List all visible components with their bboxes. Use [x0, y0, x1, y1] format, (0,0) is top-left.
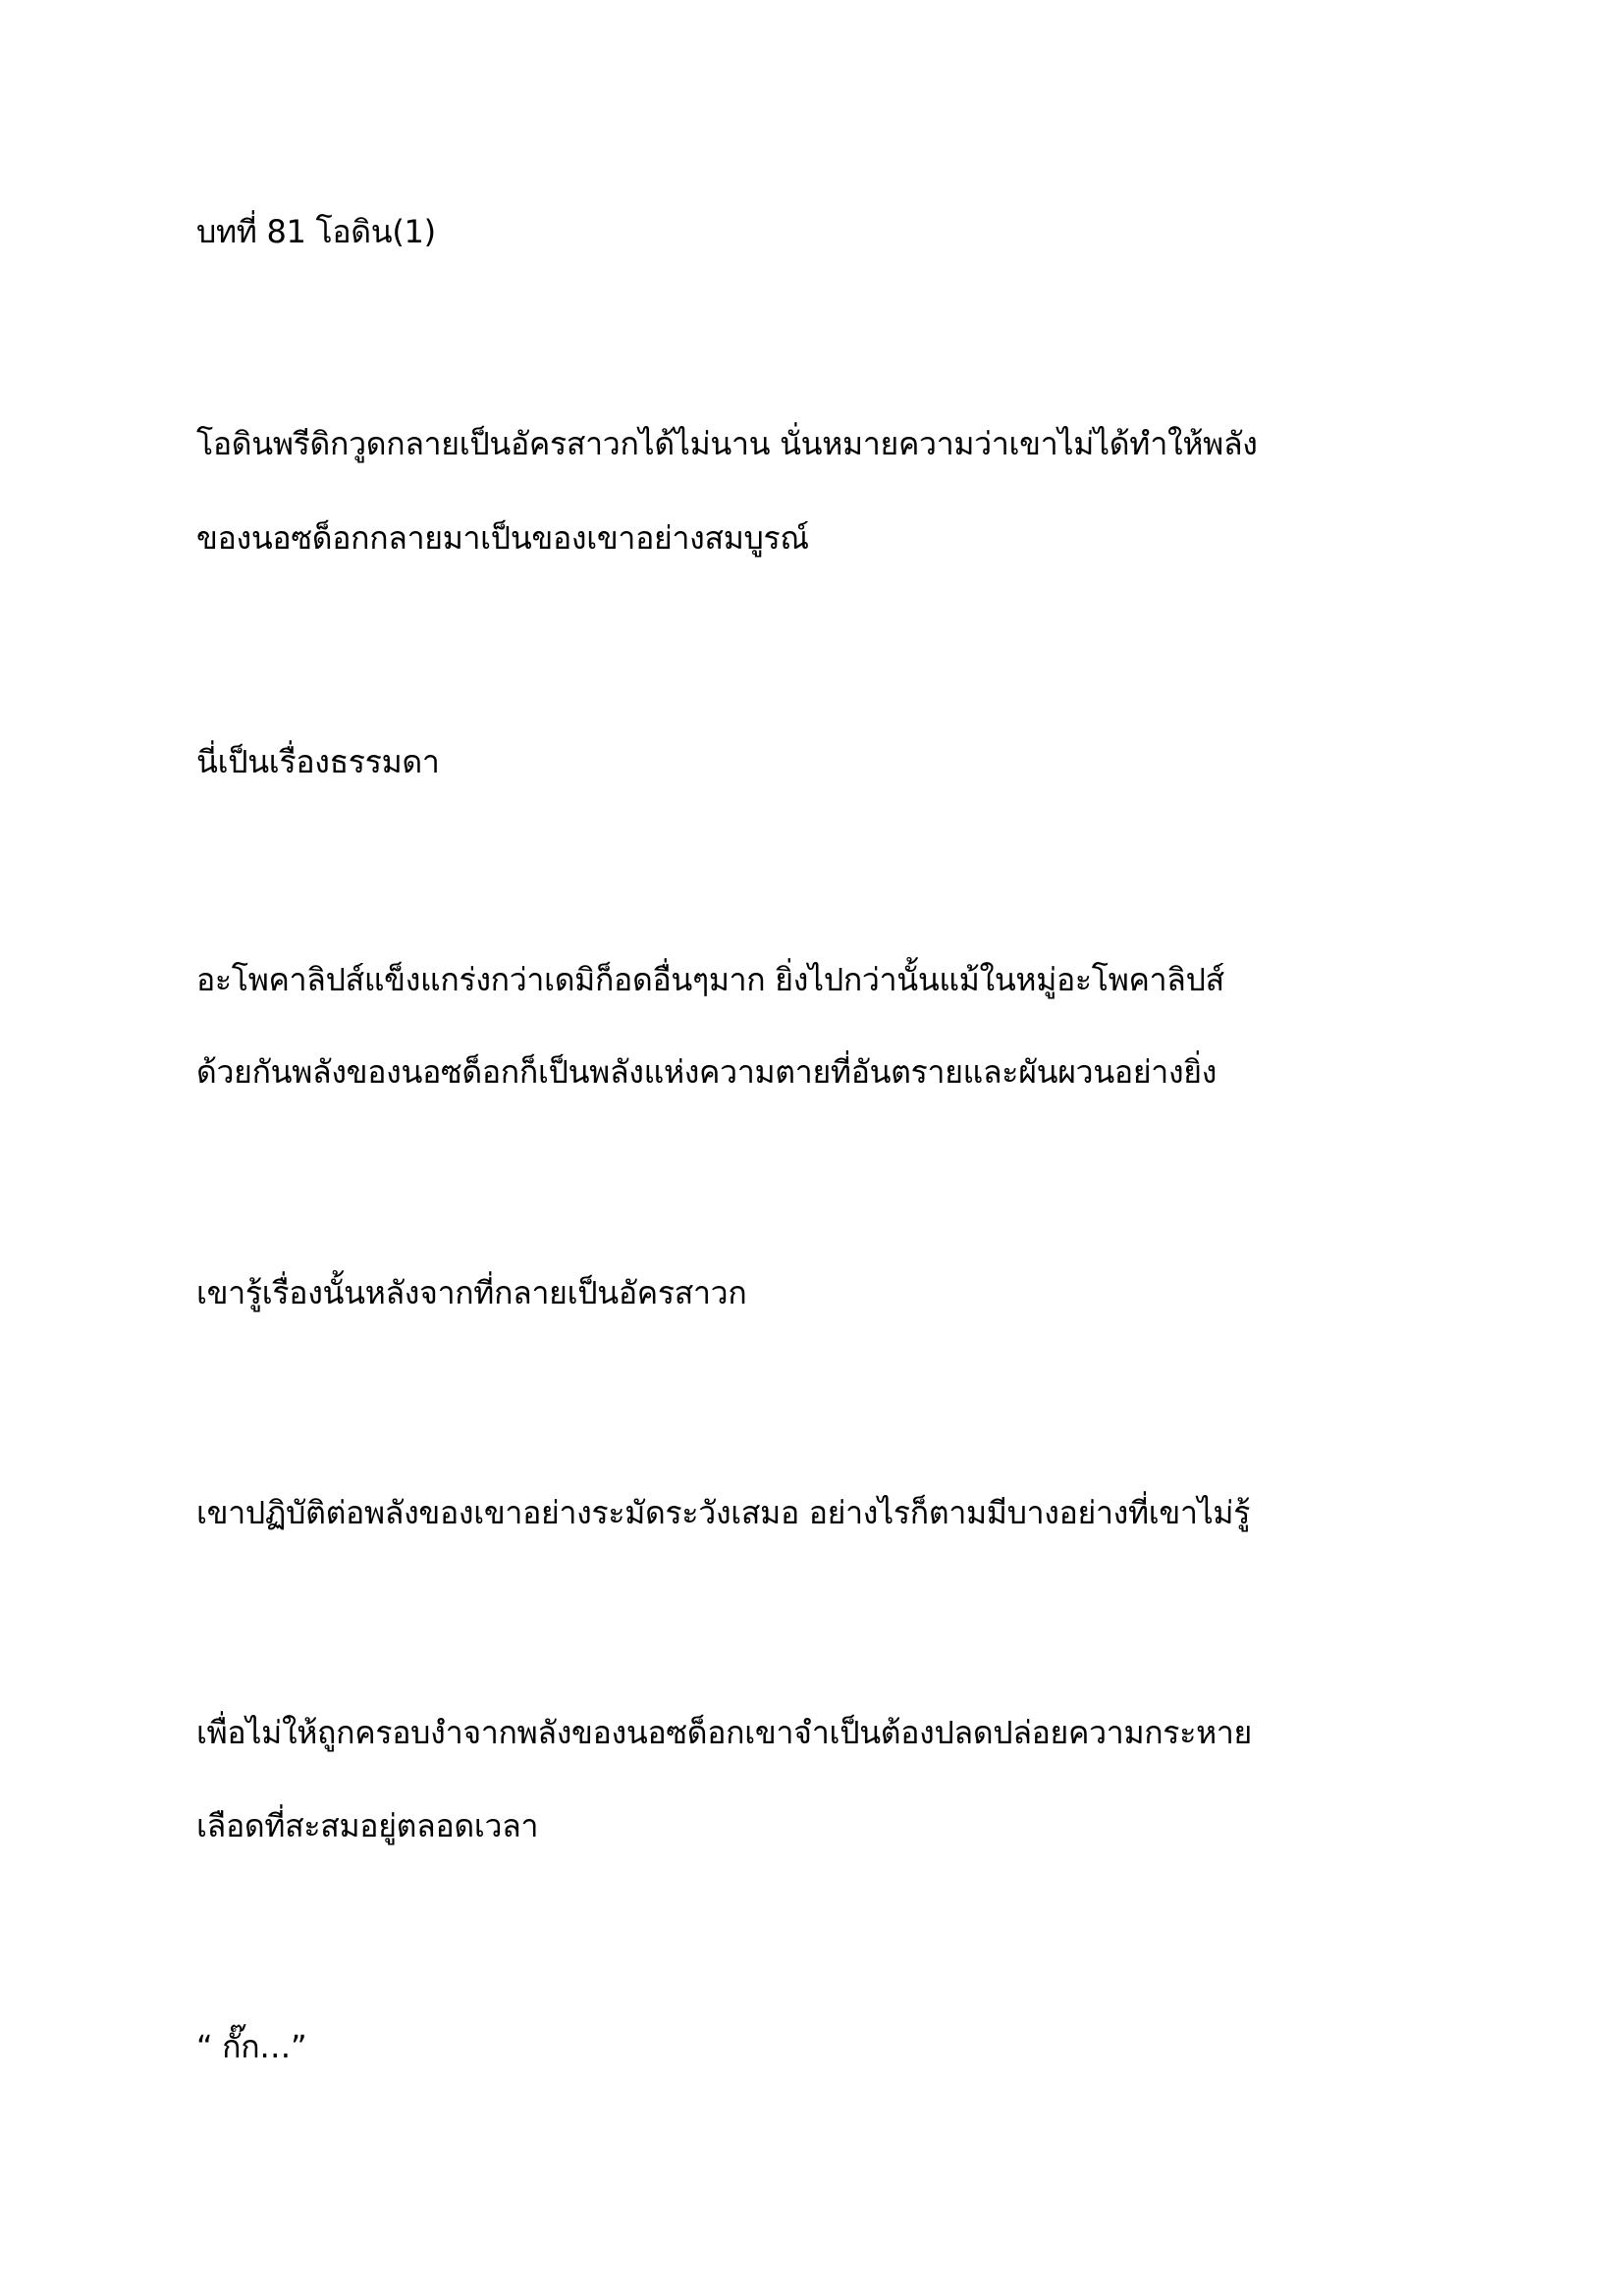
paragraph-4-line-1: เขารู้เรื่องนั้นหลังจากที่กลายเป็นอัครสาวก	[196, 1274, 747, 1311]
paragraph-1-line-1: โอดินพรีดิกวูดกลายเป็นอัครสาวกได้ไม่นาน นั่นหมายความว่าเขาไม่ได้ทำให้พลัง	[196, 425, 1258, 462]
paragraph-1-line-2: ของนอซด็อกกลายมาเป็นของเขาอย่างสมบูรณ์	[196, 519, 809, 557]
paragraph-5-line-1: เขาปฏิบัติต่อพลังของเขาอย่างระมัดระวังเสมอ อย่างไรก็ตามมีบางอย่างที่เขาไม่รู้	[196, 1494, 1251, 1531]
chapter-title: บทที่ 81 โอดิน(1)	[196, 213, 436, 250]
paragraph-3-line-2: ด้วยกันพลังของนอซด็อกก็เป็นพลังแห่งความตายที่อันตรายและผันผวนอย่างยิ่ง	[196, 1053, 1218, 1091]
paragraph-2-line-1: นี่เป็นเรื่องธรรมดา	[196, 743, 440, 780]
paragraph-3-line-1: อะโพคาลิปส์แข็งแกร่งกว่าเดมิก็อดอื่นๆมาก ยิ่งไปกว่านั้นแม้ในหมู่อะโพคาลิปส์	[196, 961, 1224, 998]
paragraph-6-line-2: เลือดที่สะสมอยู่ตลอดเวลา	[196, 1807, 539, 1844]
paragraph-6-line-1: เพื่อไม่ให้ถูกครอบงำจากพลังของนอซด็อกเขาจำเป็นต้องปลดปล่อยความกระหาย	[196, 1714, 1252, 1751]
paragraph-7-line-1: “ กั๊ก…”	[196, 2028, 307, 2065]
